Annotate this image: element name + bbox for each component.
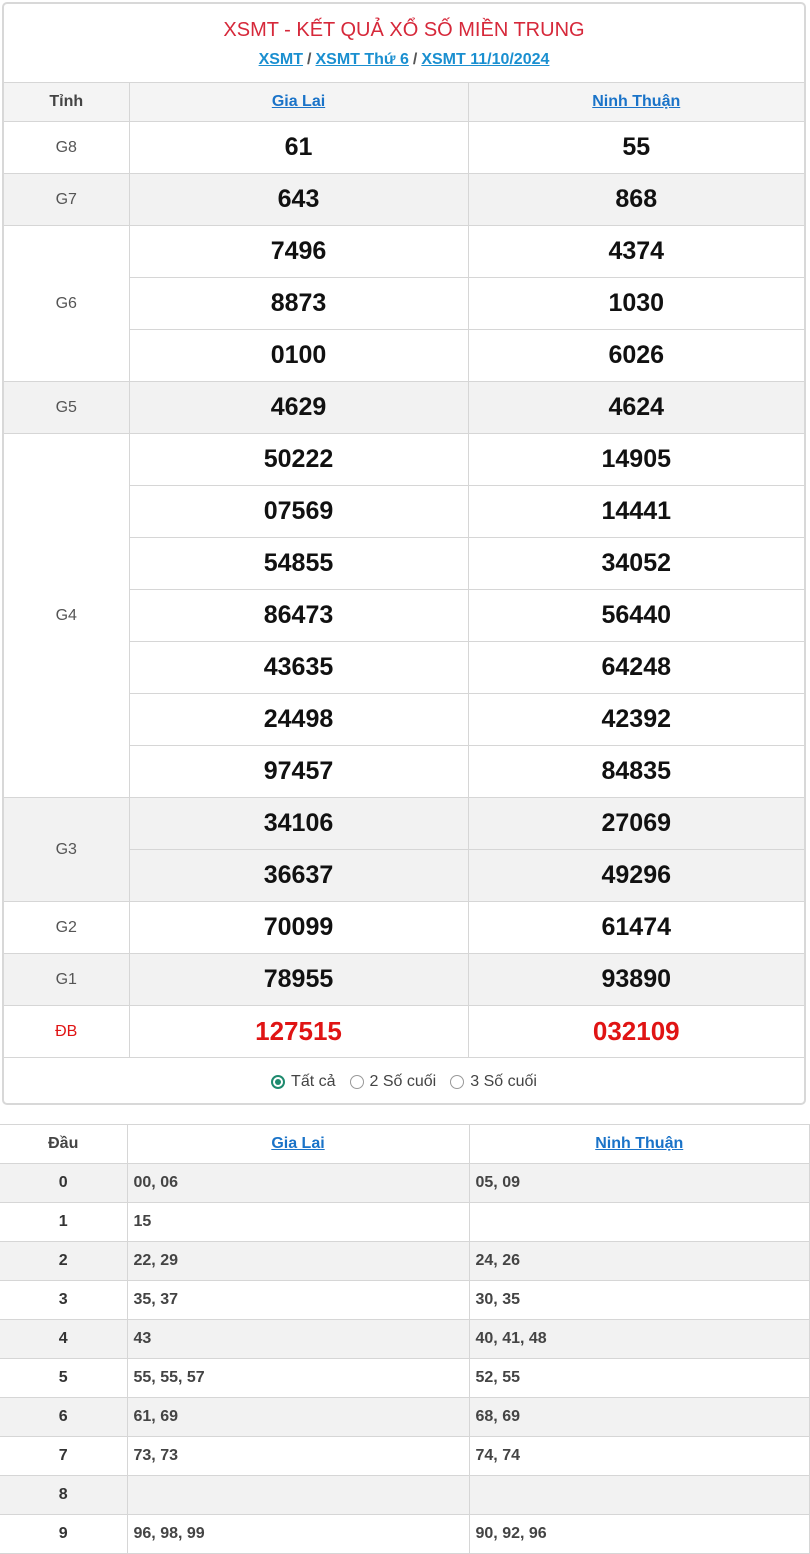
dau-head: 3 bbox=[0, 1281, 127, 1320]
prize-row bbox=[4, 122, 804, 174]
dau-head: 0 bbox=[0, 1164, 127, 1203]
prize-row bbox=[4, 954, 804, 1006]
breadcrumb-separator: / bbox=[307, 51, 312, 68]
prize-number-ninh-thuan: 6026 bbox=[468, 330, 804, 382]
prize-row bbox=[4, 382, 804, 434]
dau-column-header: Đầu bbox=[0, 1125, 127, 1164]
dau-head: 7 bbox=[0, 1437, 127, 1476]
prize-number-gia-lai: 78955 bbox=[129, 954, 468, 1006]
dau-row bbox=[0, 1359, 810, 1398]
dau-head: 9 bbox=[0, 1515, 127, 1554]
prize-row bbox=[4, 174, 804, 226]
prize-label: G3 bbox=[4, 798, 129, 902]
prize-label: G8 bbox=[4, 122, 129, 174]
dau-values-gia-lai: 43 bbox=[127, 1320, 469, 1359]
prize-number-ninh-thuan: 42392 bbox=[468, 694, 804, 746]
prize-row bbox=[4, 1006, 804, 1058]
dau-head: 4 bbox=[0, 1320, 127, 1359]
prize-label: G2 bbox=[4, 902, 129, 954]
results-table bbox=[4, 82, 804, 1058]
prize-number-gia-lai: 36637 bbox=[129, 850, 468, 902]
filter-option-label: 2 Số cuối bbox=[369, 1073, 437, 1090]
province-link-gia-lai[interactable]: Gia Lai bbox=[271, 93, 326, 110]
prize-number-ninh-thuan: 868 bbox=[468, 174, 804, 226]
prize-number-gia-lai: 70099 bbox=[129, 902, 468, 954]
dau-table-wrapper bbox=[0, 1124, 810, 1554]
dau-values-gia-lai: 22, 29 bbox=[127, 1242, 469, 1281]
dau-values-ninh-thuan bbox=[469, 1203, 810, 1242]
results-header bbox=[4, 4, 804, 82]
dau-values-ninh-thuan: 30, 35 bbox=[469, 1281, 810, 1320]
breadcrumb-xsmt-link[interactable]: XSMT bbox=[258, 51, 304, 68]
prize-number-gia-lai: 97457 bbox=[129, 746, 468, 798]
province-link-ninh-thuan[interactable]: Ninh Thuận bbox=[592, 93, 681, 110]
dau-table bbox=[0, 1124, 810, 1554]
filter-option[interactable] bbox=[271, 1073, 335, 1091]
prize-number-ninh-thuan: 4374 bbox=[468, 226, 804, 278]
dau-values-gia-lai: 73, 73 bbox=[127, 1437, 469, 1476]
breadcrumb-friday-link[interactable]: XSMT Thứ 6 bbox=[315, 51, 409, 68]
dau-head: 8 bbox=[0, 1476, 127, 1515]
dau-row bbox=[0, 1242, 810, 1281]
filter-option[interactable] bbox=[450, 1073, 537, 1091]
prize-number-gia-lai: 43635 bbox=[129, 642, 468, 694]
prize-number-ninh-thuan: 14905 bbox=[468, 434, 804, 486]
prize-number-ninh-thuan: 56440 bbox=[468, 590, 804, 642]
prize-number-gia-lai: 61 bbox=[129, 122, 468, 174]
prize-number-gia-lai: 7496 bbox=[129, 226, 468, 278]
filter-option[interactable] bbox=[350, 1073, 437, 1091]
prize-row bbox=[4, 226, 804, 278]
prize-label: G5 bbox=[4, 382, 129, 434]
province-header-ninh-thuan bbox=[468, 83, 804, 122]
dau-header-ninh-thuan bbox=[469, 1125, 810, 1164]
dau-values-gia-lai: 00, 06 bbox=[127, 1164, 469, 1203]
dau-row bbox=[0, 1320, 810, 1359]
prize-number-ninh-thuan: 27069 bbox=[468, 798, 804, 850]
dau-row bbox=[0, 1437, 810, 1476]
dau-values-gia-lai: 35, 37 bbox=[127, 1281, 469, 1320]
dau-header-gia-lai bbox=[127, 1125, 469, 1164]
filter-option-label: 3 Số cuối bbox=[470, 1073, 537, 1090]
province-header-gia-lai bbox=[129, 83, 468, 122]
digit-filter bbox=[4, 1058, 804, 1105]
prize-number-ninh-thuan: 64248 bbox=[468, 642, 804, 694]
prize-row bbox=[4, 798, 804, 850]
results-table-header bbox=[4, 83, 804, 122]
prize-number-gia-lai: 643 bbox=[129, 174, 468, 226]
dau-values-ninh-thuan: 68, 69 bbox=[469, 1398, 810, 1437]
dau-values-gia-lai bbox=[127, 1476, 469, 1515]
dau-table-header bbox=[0, 1125, 810, 1164]
dau-head: 2 bbox=[0, 1242, 127, 1281]
prize-row bbox=[4, 434, 804, 486]
prize-number-ninh-thuan: 55 bbox=[468, 122, 804, 174]
prize-number-gia-lai: 34106 bbox=[129, 798, 468, 850]
dau-values-ninh-thuan bbox=[469, 1476, 810, 1515]
prize-number-gia-lai: 50222 bbox=[129, 434, 468, 486]
dau-row bbox=[0, 1203, 810, 1242]
dau-values-gia-lai: 55, 55, 57 bbox=[127, 1359, 469, 1398]
prize-label: G7 bbox=[4, 174, 129, 226]
dau-values-gia-lai: 96, 98, 99 bbox=[127, 1515, 469, 1554]
prize-number-ninh-thuan: 34052 bbox=[468, 538, 804, 590]
dau-row bbox=[0, 1398, 810, 1437]
breadcrumb-date-link[interactable]: XSMT 11/10/2024 bbox=[421, 51, 550, 68]
radio-icon[interactable] bbox=[450, 1075, 464, 1089]
dau-values-ninh-thuan: 05, 09 bbox=[469, 1164, 810, 1203]
prize-label: ĐB bbox=[4, 1006, 129, 1058]
prize-number-gia-lai: 0100 bbox=[129, 330, 468, 382]
prize-number-gia-lai: 07569 bbox=[129, 486, 468, 538]
prize-number-ninh-thuan: 032109 bbox=[468, 1006, 804, 1058]
prize-number-ninh-thuan: 1030 bbox=[468, 278, 804, 330]
dau-values-ninh-thuan: 52, 55 bbox=[469, 1359, 810, 1398]
province-column-header: Tỉnh bbox=[4, 83, 129, 122]
prize-number-gia-lai: 86473 bbox=[129, 590, 468, 642]
prize-number-gia-lai: 4629 bbox=[129, 382, 468, 434]
prize-label: G1 bbox=[4, 954, 129, 1006]
dau-link-gia-lai[interactable]: Gia Lai bbox=[271, 1135, 325, 1152]
prize-number-ninh-thuan: 84835 bbox=[468, 746, 804, 798]
dau-head: 5 bbox=[0, 1359, 127, 1398]
filter-option-label: Tất cả bbox=[291, 1073, 336, 1090]
dau-head: 1 bbox=[0, 1203, 127, 1242]
dau-row bbox=[0, 1281, 810, 1320]
dau-head: 6 bbox=[0, 1398, 127, 1437]
prize-label: G6 bbox=[4, 226, 129, 382]
prize-number-gia-lai: 54855 bbox=[129, 538, 468, 590]
breadcrumb-separator: / bbox=[412, 51, 418, 68]
radio-icon[interactable] bbox=[271, 1075, 285, 1089]
dau-row bbox=[0, 1476, 810, 1515]
dau-row bbox=[0, 1164, 810, 1203]
prize-number-gia-lai: 127515 bbox=[129, 1006, 468, 1058]
breadcrumb bbox=[4, 50, 804, 70]
dau-values-gia-lai: 61, 69 bbox=[127, 1398, 469, 1437]
radio-icon[interactable] bbox=[350, 1075, 364, 1089]
prize-number-gia-lai: 24498 bbox=[129, 694, 468, 746]
dau-values-ninh-thuan: 24, 26 bbox=[469, 1242, 810, 1281]
prize-row bbox=[4, 902, 804, 954]
prize-label: G4 bbox=[4, 434, 129, 798]
dau-values-ninh-thuan: 40, 41, 48 bbox=[469, 1320, 810, 1359]
prize-number-ninh-thuan: 49296 bbox=[468, 850, 804, 902]
prize-number-ninh-thuan: 4624 bbox=[468, 382, 804, 434]
prize-number-ninh-thuan: 93890 bbox=[468, 954, 804, 1006]
page-title: XSMT - KẾT QUẢ XỔ SỐ MIỀN TRUNG bbox=[223, 19, 585, 41]
dau-link-ninh-thuan[interactable]: Ninh Thuận bbox=[595, 1135, 684, 1152]
prize-number-ninh-thuan: 14441 bbox=[468, 486, 804, 538]
dau-values-ninh-thuan: 74, 74 bbox=[469, 1437, 810, 1476]
results-card bbox=[2, 2, 806, 1105]
prize-number-ninh-thuan: 61474 bbox=[468, 902, 804, 954]
dau-row bbox=[0, 1515, 810, 1554]
dau-values-ninh-thuan: 90, 92, 96 bbox=[469, 1515, 810, 1554]
prize-number-gia-lai: 8873 bbox=[129, 278, 468, 330]
dau-values-gia-lai: 15 bbox=[127, 1203, 469, 1242]
